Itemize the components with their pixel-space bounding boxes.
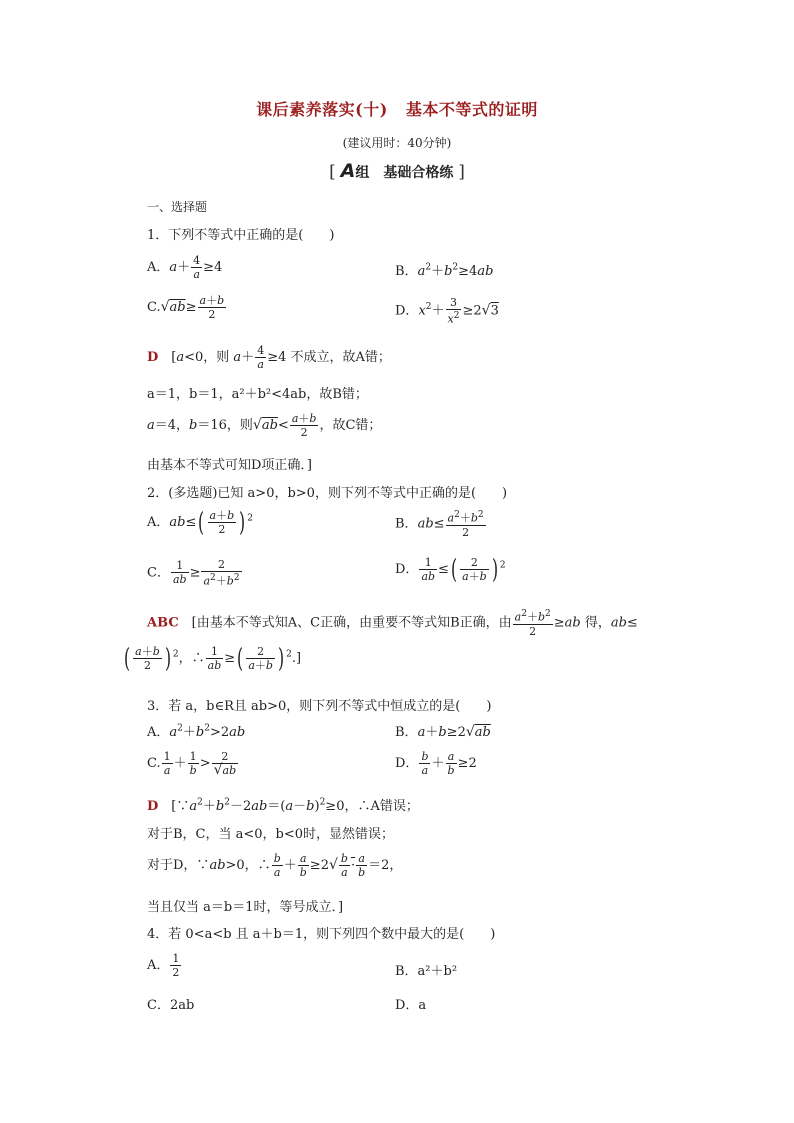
q2-option-b: B．ab≤ $\frac{a^2+b^2}{2}$ [395,510,484,539]
section-heading: 一、选择题 [147,200,208,214]
question-1-stem: 1．下列不等式中正确的是( ) [147,228,335,243]
answer-3-line-1: D [$\because a^2+b^2-2ab=(a-b)^2\ge 0$，∴A错误； [147,797,419,814]
question-4-stem: 4．若 0<a<b 且 a＋b＝1，则下列四个数中最大的是( ) [147,927,496,942]
q3-option-b: B．a＋b≥2√ab [395,724,491,740]
answer-2-line-2: ( $\frac{a+b}{2}$ ) $^2$，∴ $\frac{1}{ab}$ ≥( $\frac{2}{a+b}$ ) $^2$.] [124,643,302,674]
question-2-stem: 2．(多选题)已知 a>0，b>0，则下列不等式中正确的是( ) [147,486,508,501]
title-series: 课后素养落实(十) [256,100,388,119]
title-topic: 基本不等式的证明 [405,100,538,119]
q4-option-b: B．a²＋b² [395,964,458,979]
q1-option-a: A．a＋ $\frac{4}{a}$ ≥4 [147,254,223,281]
q3-option-a: A．$a^2+b^2>2ab$ [147,723,246,740]
q2-option-d: D． $\frac{1}{ab}$ ≤( $\frac{2}{a+b}$ ) $^2$ [395,554,506,585]
answer-1-line-4: 由基本不等式可知D项正确．] [147,458,312,473]
answer-3-line-3: 对于D，∵ab>0，∴ $\frac{b}{a}$ ＋ $\frac{a}{b}$ ≥2√ $\frac{b}{a}$ · $\frac{a}{b}$ ＝2， [147,852,403,879]
answer-1-line-1: D [a<0，则 a＋ $\frac{4}{a}$ ≥4 不成立，故A错； [147,344,391,371]
page-title [0,97,794,120]
q1-option-b: B．$a^2+b^2\ge 4ab$ [395,262,494,279]
answer-1-line-2: a＝1，b＝1，a²＋b²<4ab，故B错； [147,387,368,402]
q2-option-a: A．ab≤( $\frac{a+b}{2}$ ) $^2$ [147,507,254,538]
q4-option-c: C．2ab [147,998,195,1013]
q1-option-c: C.√ab≥ $\frac{a+b}{2}$ [147,294,225,321]
answer-3-line-4: 当且仅当 a＝b＝1时，等号成立．] [147,900,344,915]
q1-option-d: D．$x^2+$ $\frac{3}{x^2}$ ≥2√3 [395,296,499,326]
answer-2-line-1: ABC [由基本不等式知A、C正确，由重要不等式知B正确，由 $\frac{a^2+b^2}{2}$ ≥ab 得，ab≤ [147,609,638,638]
q4-option-d: D．a [395,998,427,1013]
q2-option-c: C． $\frac{1}{ab}$ ≥ $\frac{2}{a^2+b^2}$ [147,558,240,588]
suggested-time: (建议用时：40分钟) [342,136,452,150]
q4-option-a: A． $\frac{1}{2}$ [147,952,180,979]
question-3-stem: 3．若 a，b∈R且 ab>0，则下列不等式中恒成立的是( ) [147,699,492,714]
answer-1-line-3: a＝4，b＝16，则√ab< $\frac{a+b}{2}$ ，故C错； [147,412,382,439]
answer-3-line-2: 对于B，C，当 a<0，b<0时，显然错误； [147,827,395,842]
q3-option-c: C. $\frac{1}{a}$ ＋ $\frac{1}{b}$ > $\frac{2}{√ab}$ [147,750,237,778]
q3-option-d: D． $\frac{b}{a}$ ＋ $\frac{a}{b}$ ≥2 [395,750,477,777]
group-heading: [ A组 基础合格练 ] [329,160,465,182]
